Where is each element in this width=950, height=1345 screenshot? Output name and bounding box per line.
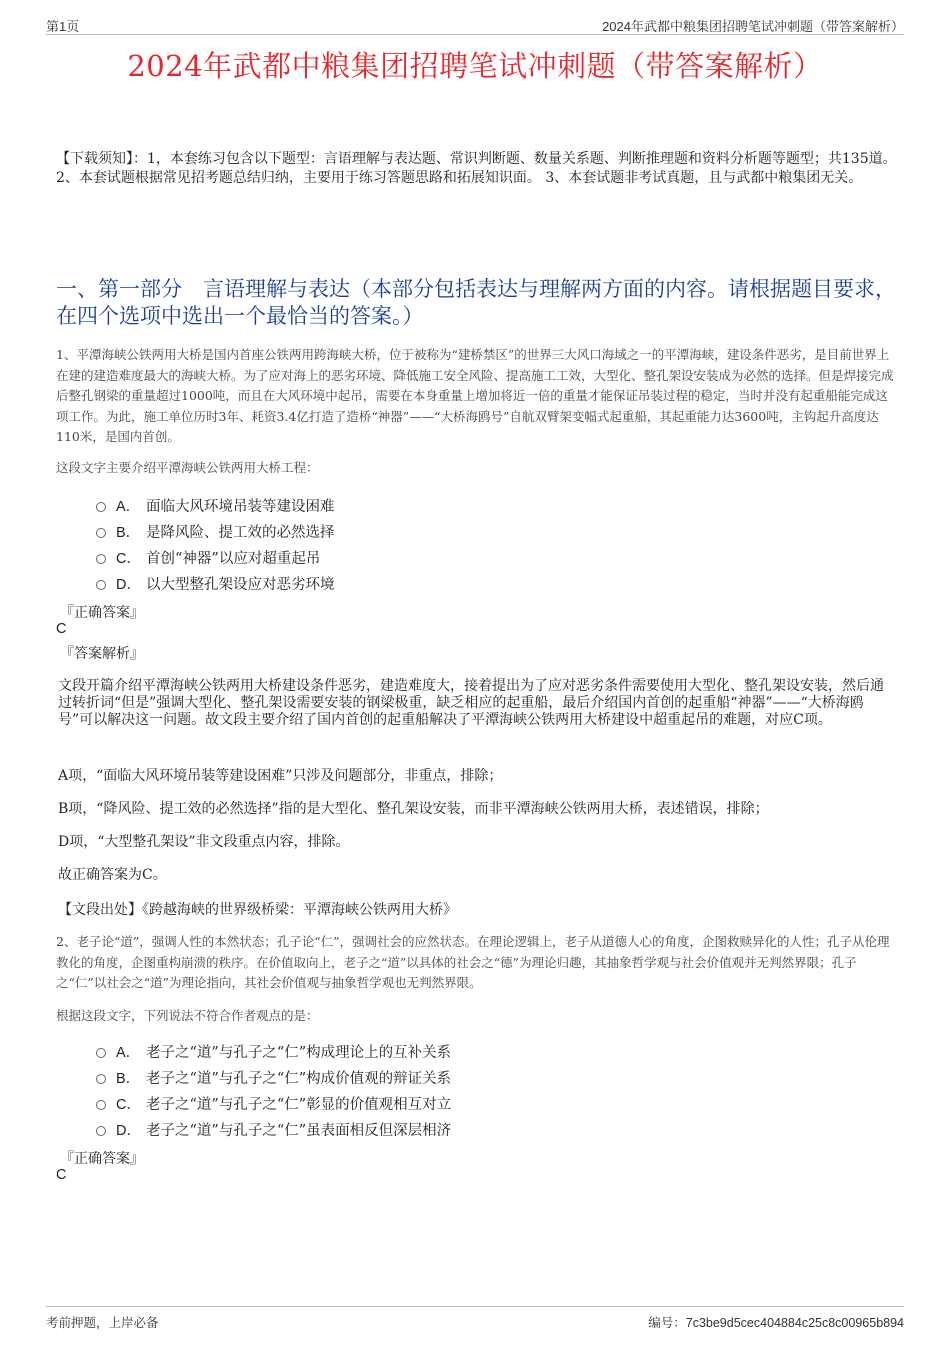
radio-icon[interactable]: [96, 528, 106, 538]
option-text: 老子之“道”与孔子之“仁”虽表面相反但深层相济: [146, 1122, 452, 1139]
option-text: 老子之“道”与孔子之“仁”构成价值观的辩证关系: [146, 1070, 452, 1087]
option-text: 以大型整孔架设应对恶劣环境: [146, 576, 335, 593]
q1-answer-label: 『正确答案』: [60, 605, 144, 621]
option-letter: D．: [116, 576, 141, 593]
q2-answer-label: 『正确答案』: [60, 1151, 144, 1167]
radio-icon[interactable]: [96, 554, 106, 564]
option-letter: B．: [116, 524, 141, 541]
download-notice: 【下载须知】：1，本套练习包含以下题型：言语理解与表达题、常识判断题、数量关系题、判断推理题和资料分析题等题型；共135道。 2、本套试题根据常见招考题总结归纳，主要用于练习答题思路和拓展知识面。 3、本套试题非考试真题，且与武都中粮集团无关。: [56, 151, 897, 186]
q2-option-c[interactable]: [96, 1090, 696, 1116]
q1-analysis-a: A项，“面临大风环境吊装等建设困难”只涉及问题部分，非重点，排除；: [58, 768, 503, 784]
footer-code: [648, 1313, 904, 1331]
radio-icon[interactable]: [96, 502, 106, 512]
option-text: 是降风险、提工效的必然选择: [146, 524, 335, 541]
radio-icon[interactable]: [96, 580, 106, 590]
question-1-options: [96, 492, 696, 596]
question-2-stem: 根据这段文字，下列说法不符合作者观点的是：: [56, 1008, 319, 1023]
radio-icon[interactable]: [96, 1048, 106, 1058]
q2-option-d[interactable]: [96, 1116, 696, 1142]
radio-icon[interactable]: [96, 1100, 106, 1110]
q2-answer: C: [56, 1167, 67, 1183]
question-1-stem: 这段文字主要介绍平潭海峡公铁两用大桥工程：: [56, 460, 319, 475]
q1-answer: C: [56, 621, 67, 637]
q1-option-a[interactable]: [96, 492, 696, 518]
q2-option-b[interactable]: [96, 1064, 696, 1090]
footer-code-label: 编号：: [648, 1315, 686, 1330]
q1-analysis-label: 『答案解析』: [60, 646, 144, 662]
option-letter: B．: [116, 1070, 141, 1087]
option-letter: D．: [116, 1122, 141, 1139]
q1-analysis: 文段开篇介绍平潭海峡公铁两用大桥建设条件恶劣，建造难度大，接着提出为了应对恶劣条件需要使用大型化、整孔架设安装，然后通过转折词“但是”强调大型化、整孔架设需要安装的钢梁极重，缺乏相应的起重船，最后介绍国内首创的起重船“神器”——“大桥海鸥号”可以解决这一问题。故文段主要介绍了国内首创的起重船解决了平潭海峡公铁两用大桥建设中超重起吊的难题，对应C项。: [58, 678, 884, 728]
question-2-options: [96, 1038, 696, 1142]
option-text: 老子之“道”与孔子之“仁”彰显的价值观相互对立: [146, 1096, 452, 1113]
option-letter: C．: [116, 1096, 141, 1113]
section-title: 一、第一部分 言语理解与表达（本部分包括表达与理解两方面的内容。请根据题目要求，在四个选项中选出一个最恰当的答案。）: [56, 277, 896, 328]
option-letter: A．: [116, 1044, 141, 1061]
header-doc-title: 2024年武都中粮集团招聘笔试冲刺题（带答案解析）: [602, 19, 904, 34]
q2-option-a[interactable]: [96, 1038, 696, 1064]
page-number: 第1页: [46, 19, 80, 34]
q1-option-d[interactable]: [96, 570, 696, 596]
question-2-passage: 2、老子论“道”，强调人性的本然状态；孔子论“仁”，强调社会的应然状态。在理论逻辑上，老子从道德人心的角度，企图救赎异化的人性；孔子从伦理教化的角度，企图重构崩溃的秩序。在价值取向上，老子之“道”以具体的社会之“德”为理论归趣，其抽象哲学观与社会价值观并无判然界限；孔子之“仁”以社会之“道”为理论指向，其社会价值观与抽象哲学观也无判然界限。: [56, 934, 890, 990]
option-text: 老子之“道”与孔子之“仁”构成理论上的互补关系: [146, 1044, 452, 1061]
footer-code-value: 7c3be9d5cec404884c25c8c00965b894: [685, 1316, 904, 1330]
footer-slogan: 考前押题，上岸必备: [46, 1315, 159, 1330]
document-title: 2024年武都中粮集团招聘笔试冲刺题（带答案解析）: [127, 49, 823, 83]
q1-source: 【文段出处】《跨越海峡的世界级桥梁：平潭海峡公铁两用大桥》: [58, 902, 457, 918]
option-letter: A．: [116, 498, 141, 515]
page-footer: [46, 1306, 904, 1329]
q1-conclusion: 故正确答案为C。: [58, 867, 167, 883]
q1-option-c[interactable]: [96, 544, 696, 570]
page-header: [46, 14, 904, 35]
option-text: 面临大风环境吊装等建设困难: [146, 498, 335, 515]
question-1-passage: 1、平潭海峡公铁两用大桥是国内首座公铁两用跨海峡大桥，位于被称为“建桥禁区”的世界三大风口海域之一的平潭海峡，建设条件恶劣，是目前世界上在建的建造难度最大的海峡大桥。为了应对海上的恶劣环境、降低施工安全风险、提高施工工效，大型化、整孔架设安装成为必然的选择。但是焊接完成后整孔钢梁的重量超过1000吨，而且在大风环境中起吊，需要在本身重量上增加将近一倍的重量才能保证吊装过程的稳定，当时并没有起重船能完成这项工作。为此，施工单位历时3年、耗资3.4亿打造了造桥“神器”——“大桥海鸥号”自航双臂架变幅式起重船，其起重能力达3600吨，主钩起升高度达110米，是国内首创。: [56, 347, 894, 444]
q1-option-b[interactable]: [96, 518, 696, 544]
radio-icon[interactable]: [96, 1126, 106, 1136]
q1-analysis-d: D项，“大型整孔架设”非文段重点内容，排除。: [58, 834, 350, 850]
option-text: 首创“神器”以应对超重起吊: [146, 550, 321, 567]
option-letter: C．: [116, 550, 141, 567]
radio-icon[interactable]: [96, 1074, 106, 1084]
q1-analysis-b: B项，“降风险、提工效的必然选择”指的是大型化、整孔架设安装，而非平潭海峡公铁两用大桥，表述错误，排除；: [58, 801, 769, 817]
